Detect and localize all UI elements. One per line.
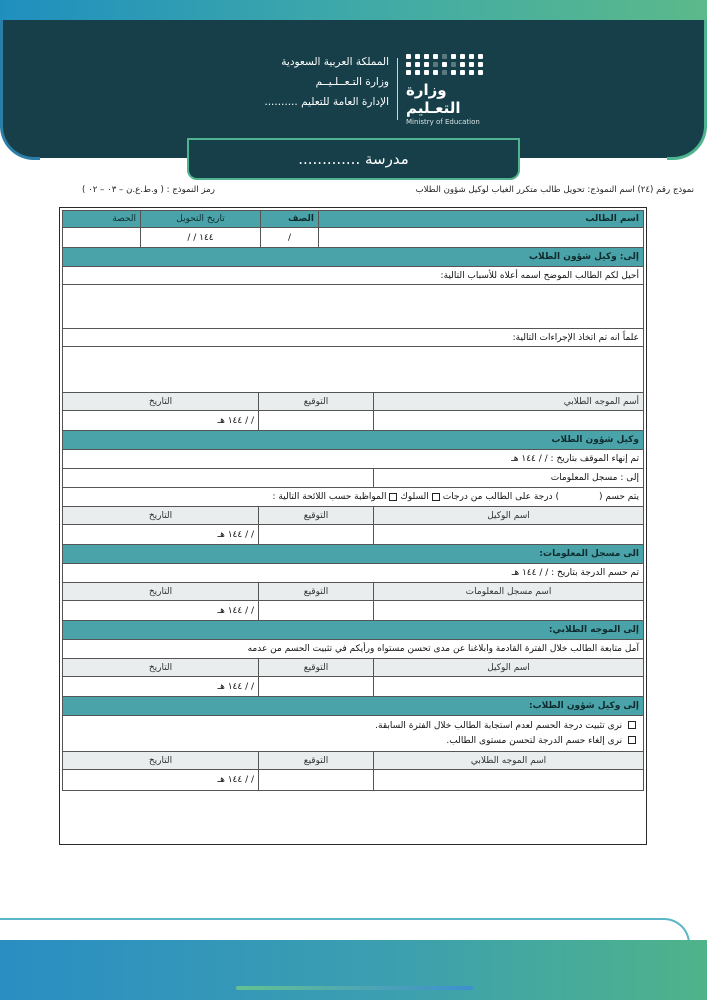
section5-header — [62, 697, 644, 716]
referral-reason-field[interactable] — [63, 285, 643, 328]
confirm-checkbox[interactable] — [628, 721, 636, 729]
referral-form — [62, 210, 644, 791]
counselor-name-field[interactable] — [373, 770, 643, 790]
followup-text: آمل متابعة الطالب خلال الفترة القادمة وابلاغنا عن مدى تحسن مستواه ورأيكم في تثبيت الحسم من عدمه — [247, 644, 639, 654]
form-meta-line — [82, 185, 694, 201]
behavior-checkbox[interactable] — [432, 493, 440, 501]
signature-field[interactable] — [258, 770, 373, 790]
date-field[interactable]: / / ١٤٤ هـ — [217, 605, 254, 616]
student-name-field[interactable] — [318, 228, 643, 247]
date-field[interactable]: / / ١٤٤ هـ — [217, 529, 254, 540]
behavior-option: السلوك — [400, 492, 429, 502]
section3-header — [62, 545, 644, 564]
form-title: نموذج رقم (٢٤) اسم النموذج: تحويل طالب متكرر الغياب لوكيل شؤون الطلاب — [415, 185, 694, 195]
government-heading — [219, 52, 389, 112]
counselor-name-label: أسم الموجه الطلابي — [373, 393, 643, 410]
logo-dots-icon — [406, 54, 498, 75]
footer-accent-bar — [236, 986, 473, 990]
agent-name-field[interactable] — [373, 677, 643, 696]
signature-label: التوقيع — [258, 507, 373, 524]
deducted-date-row — [62, 564, 644, 583]
attendance-option: المواظبة حسب اللائحة التالية : — [272, 492, 387, 502]
date-label: التاريخ — [148, 586, 173, 597]
section3-title: الى مسجل المعلومات: — [539, 549, 639, 559]
referral-reason-row — [62, 267, 644, 285]
logo-english-text: Ministry of Education — [406, 118, 480, 126]
student-values-row — [62, 228, 644, 248]
referral-reason-area — [62, 285, 644, 329]
to-registrar-blank — [63, 469, 373, 487]
date-label: التاريخ — [148, 396, 173, 407]
header-accent-right — [667, 20, 707, 160]
counselor-name-label: اسم الموجه الطلابي — [373, 752, 643, 769]
date-field[interactable]: / / ١٤٤ هـ — [217, 681, 254, 692]
counselor-name-field[interactable] — [373, 411, 643, 430]
form-code: رمز النموذج : ( و.ط.ع.ن – ٠٣ – ٠٢ ) — [82, 185, 215, 195]
header-accent-left — [0, 20, 40, 160]
section4-sign-header — [62, 659, 644, 677]
directorate-name: الإدارة العامة للتعليم .......... — [264, 96, 389, 108]
confirm-option — [375, 719, 639, 734]
cancel-option-text: نرى إلغاء حسم الدرجة لتحسن مستوى الطالب. — [446, 735, 623, 746]
attendance-checkbox[interactable] — [389, 493, 397, 501]
section2-header — [62, 431, 644, 450]
logo-divider — [397, 58, 398, 120]
date-field[interactable]: / / ١٤٤ هـ — [217, 415, 254, 426]
section2-title: وكيل شؤون الطلاب — [551, 435, 639, 445]
deduction-start: يتم حسم ( — [598, 492, 639, 502]
actions-taken-field[interactable] — [63, 347, 643, 392]
case-ended-text: تم إنهاء الموقف بتاريخ : / / ١٤٤ هـ — [511, 454, 639, 464]
deducted-date-text: تم حسم الدرجة بتاريخ : / / ١٤٤ هـ — [511, 568, 639, 578]
actions-taken-row — [62, 329, 644, 347]
form-frame — [59, 207, 647, 845]
to-registrar-label: إلى : مسجل المعلومات — [373, 469, 643, 487]
recommendation-options — [63, 716, 643, 751]
section4-header — [62, 621, 644, 640]
logo-arabic-text: وزارة التعـليم — [406, 81, 461, 117]
section4-title: إلى الموجه الطلابي: — [548, 625, 639, 635]
class-field[interactable]: / — [260, 228, 318, 247]
ministry-logo — [406, 54, 498, 126]
section2-sign-header — [62, 507, 644, 525]
deduction-row — [62, 488, 644, 507]
section2-sign-row — [62, 525, 644, 545]
date-label: التاريخ — [148, 755, 173, 766]
section3-sign-header — [62, 583, 644, 601]
student-name-label: اسم الطالب — [318, 211, 643, 227]
case-ended-row — [62, 450, 644, 469]
section5-title: إلى وكيل شؤون الطلاب: — [529, 701, 639, 711]
deduction-mid: ) درجة على الطالب من درجات — [442, 492, 559, 502]
footer-gradient-band — [0, 940, 707, 1000]
section3-sign-row — [62, 601, 644, 621]
signature-label: التوقيع — [258, 752, 373, 769]
recommendation-row — [62, 716, 644, 752]
section5-sign-header — [62, 752, 644, 770]
student-header-row — [62, 210, 644, 228]
cancel-option — [446, 734, 639, 749]
class-label: الصف — [260, 211, 318, 227]
referral-reason-label: أحيل لكم الطالب الموضح اسمه أعلاه للأسباب التالية: — [440, 270, 639, 281]
date-label: التاريخ — [148, 662, 173, 673]
transfer-date-field[interactable]: ١٤٤ / / — [140, 228, 260, 247]
signature-field[interactable] — [258, 601, 373, 620]
signature-field[interactable] — [258, 411, 373, 430]
signature-label: التوقيع — [258, 659, 373, 676]
registrar-name-field[interactable] — [373, 601, 643, 620]
transfer-date-label: تاريخ التحويل — [140, 211, 260, 227]
deduction-text — [63, 488, 643, 506]
period-field[interactable] — [63, 228, 140, 247]
school-name-tab: مدرسة ............. — [187, 138, 520, 180]
cancel-checkbox[interactable] — [628, 736, 636, 744]
kingdom-name: المملكة العربية السعودية — [281, 56, 389, 68]
section5-sign-row — [62, 770, 644, 791]
date-field[interactable]: / / ١٤٤ هـ — [217, 775, 254, 785]
top-gradient-strip — [0, 0, 707, 22]
actions-taken-label: علماً انه تم اتخاذ الإجراءات التالية: — [512, 332, 639, 343]
signature-label: التوقيع — [258, 583, 373, 600]
signature-field[interactable] — [258, 677, 373, 696]
to-registrar-row — [62, 469, 644, 488]
registrar-name-label: اسم مسجل المعلومات — [373, 583, 643, 600]
signature-field[interactable] — [258, 525, 373, 544]
agent-name-label: اسم الوكيل — [373, 507, 643, 524]
section1-sign-row — [62, 411, 644, 431]
period-label: الحصة — [112, 214, 136, 224]
section1-sign-header — [62, 393, 644, 411]
actions-taken-area — [62, 347, 644, 393]
agent-name-label: اسم الوكيل — [373, 659, 643, 676]
section1-title: إلى: وكيل شؤون الطلاب — [529, 252, 639, 262]
date-label: التاريخ — [148, 510, 173, 521]
signature-label: التوقيع — [258, 393, 373, 410]
followup-row — [62, 640, 644, 659]
agent-name-field[interactable] — [373, 525, 643, 544]
section4-sign-row — [62, 677, 644, 697]
confirm-option-text: نرى تثبيت درجة الحسم لعدم استجابة الطالب خلال الفترة السابقة. — [375, 720, 623, 731]
section1-header — [62, 248, 644, 267]
ministry-name: وزارة التـعــلـيــم — [315, 76, 389, 88]
